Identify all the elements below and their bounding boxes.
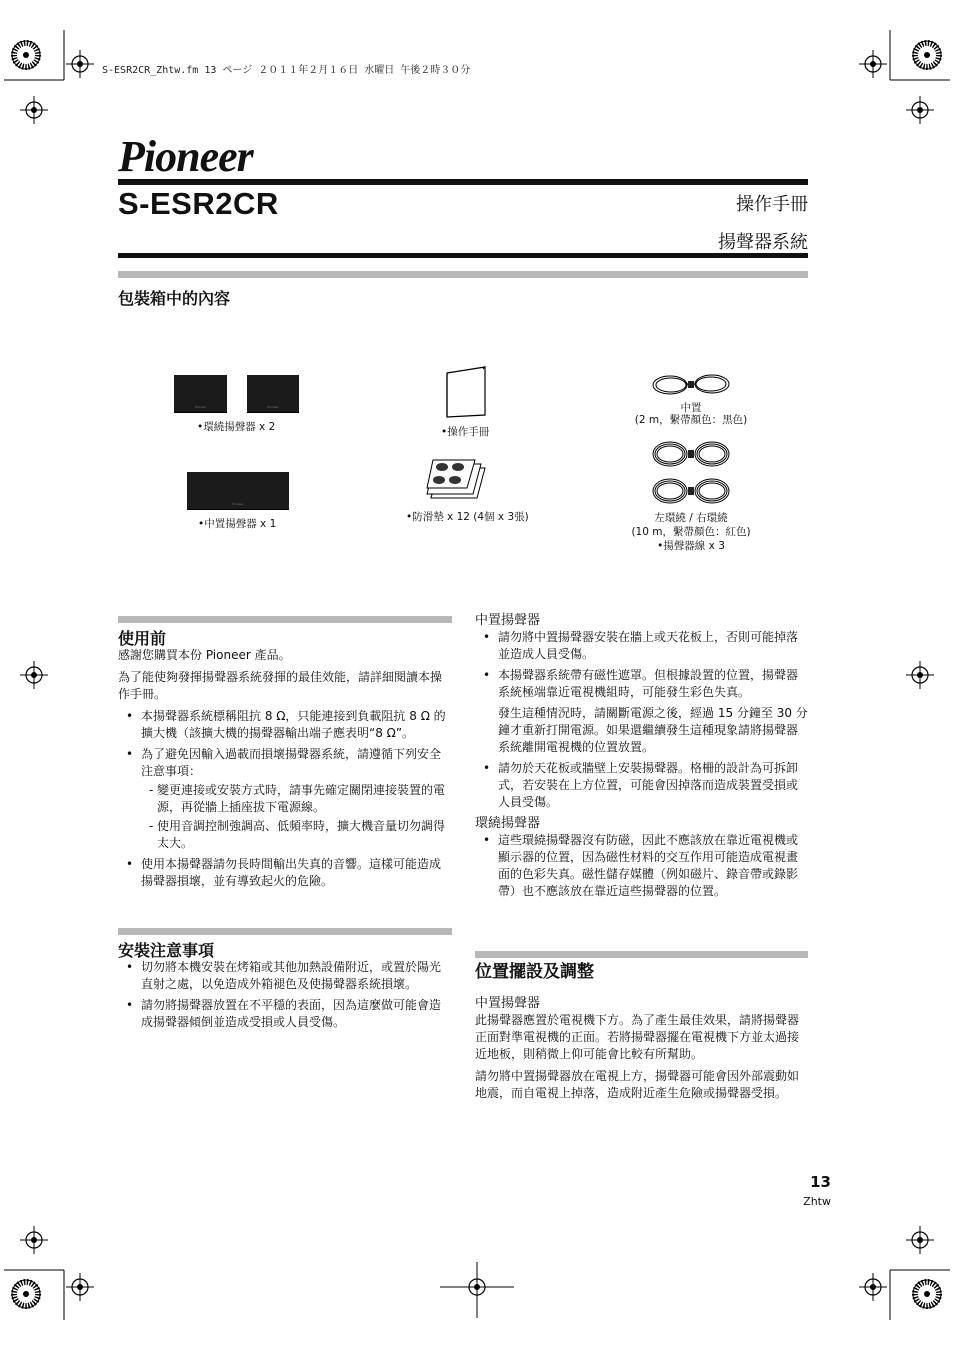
before-use-dash-2: - 使用音調控制強調高、低頻率時，擴大機音量切勿調得太大。 xyxy=(141,818,452,852)
brand-text: Pioneer xyxy=(118,136,253,176)
placement-title: 位置擺設及調整 xyxy=(475,962,594,982)
surround-speaker-right: Pioneer xyxy=(247,375,299,413)
surround-caption: •環繞揚聲器 x 2 xyxy=(197,421,276,433)
install-list xyxy=(118,959,452,1031)
surround-bullet-1: • 這些環繞揚聲器沒有防磁，因此不應該放在靠近電視機或顯示器的位置，因為磁性材料的交互作用可能造成電視畫面的色彩失真。磁性儲存媒體（例如磁片、錄音帶或錄影帶）也不應該放在靠近這些揚聲器的位置。 xyxy=(475,832,808,900)
before-use-bullet-2 xyxy=(118,746,452,852)
contents-title: 包裝箱中的內容 xyxy=(118,289,231,308)
before-use-bullet-2-text: 為了避免因輸入過載而損壞揚聲器系統，請遵循下列安全注意事項： xyxy=(141,747,442,778)
file-header: S-ESR2CR_Zhtw.fm 13 ページ ２０１１年２月１６日 水曜日 午後２時３０分 xyxy=(102,65,471,76)
page-language: Zhtw xyxy=(803,1195,831,1208)
center-bullet-2-para: 發生這種情況時，請關斷電源之後，經過 15 分鐘至 30 分鐘才重新打開電源。如果還繼續發生這種現象請將揚聲器系統離開電視機的位置放置。 xyxy=(498,706,808,754)
center-speaker-list xyxy=(475,629,808,811)
install-bullet-1: • 切勿將本機安裝在烤箱或其他加熱設備附近，或置於陽光直射之處，以免造成外箱褪色及使揚聲器系統損壞。 xyxy=(118,959,452,993)
left-column xyxy=(118,630,452,894)
page-number: 13 xyxy=(810,1173,831,1191)
before-use-p2: 為了能使夠發揮揚聲器系統發揮的最佳效能，請詳細閱讀本操作手冊。 xyxy=(118,670,443,701)
model-name: S-ESR2CR xyxy=(118,186,279,221)
center-speaker-title: 中置揚聲器 xyxy=(475,613,541,628)
surround-speaker-title: 環繞揚聲器 xyxy=(475,816,541,831)
top-rule xyxy=(118,179,808,185)
before-use-dash-1: - 變更連接或安裝方式時，請事先確定關閉連接裝置的電源，再從牆上插座拔下電源線。 xyxy=(141,782,452,816)
surround-cable-icon-2 xyxy=(650,473,732,509)
pioneer-logo xyxy=(118,136,358,176)
placement-p2: 請勿將中置揚聲器放在電視上方，揚聲器可能會因外部震動如地震，而自電視上掉落，造成附近產生危險或揚聲器受損。 xyxy=(475,1069,800,1100)
before-use-p1: 感謝您購買本份 Pioneer 產品。 xyxy=(118,648,291,662)
install-section xyxy=(118,942,452,1035)
right-column xyxy=(475,612,808,904)
install-gray-bar xyxy=(118,928,452,935)
manual-caption: •操作手冊 xyxy=(441,426,490,438)
before-use-sublist xyxy=(141,782,452,852)
before-use-bullet-3: • 使用本揚聲器請勿長時間輸出失真的音響。這樣可能造成揚聲器損壞，並有導致起火的危險。 xyxy=(118,856,452,890)
surround-cable-spec: (10 m，繫帶顏色：紅色) xyxy=(631,526,751,538)
install-bullet-2: • 請勿將揚聲器放置在不平穩的表面，因為這麼做可能會造成揚聲器傾倒並造成受損或人員受傷。 xyxy=(118,997,452,1031)
manual-icon xyxy=(445,365,487,419)
center-bullet-2 xyxy=(475,667,808,756)
center-speaker: Pioneer xyxy=(187,472,289,510)
doc-type: 操作手冊 xyxy=(736,194,808,215)
surround-cable-name: 左環繞 / 右環繞 xyxy=(654,512,728,524)
placement-section xyxy=(475,964,808,1107)
before-use-bullet-1: • 本揚聲器系統標稱阻抗 8 Ω，只能連接到負載阻抗 8 Ω 的擴大機（該擴大機的揚聲器輸出端子應表明“8 Ω”。 xyxy=(118,708,452,742)
surround-cable-icon-1 xyxy=(650,436,732,472)
center-bullet-1: • 請勿將中置揚聲器安裝在牆上或天花板上，否則可能掉落並造成人員受傷。 xyxy=(475,629,808,663)
center-caption: •中置揚聲器 x 1 xyxy=(198,518,277,530)
title-rule xyxy=(118,253,808,258)
before-use-list xyxy=(118,708,452,890)
install-title: 安裝注意事項 xyxy=(118,941,215,960)
placement-subtitle: 中置揚聲器 xyxy=(475,996,541,1011)
cable-count-caption: •揚聲器線 x 3 xyxy=(657,540,725,552)
surround-speaker-list xyxy=(475,832,808,900)
before-use-gray-bar xyxy=(118,616,452,623)
center-cable-icon xyxy=(650,370,732,400)
center-bullet-2-text: 本揚聲器系統帶有磁性遮罩。但根據設置的位置，揚聲器系統極端靠近電視機組時，可能發生彩色失真。 xyxy=(498,668,799,699)
placement-gray-bar xyxy=(475,951,808,958)
doc-subtitle: 揚聲器系統 xyxy=(718,232,808,253)
before-use-title: 使用前 xyxy=(118,629,167,648)
center-cable-spec: (2 m，繫帶顏色：黑色) xyxy=(634,414,748,426)
center-cable-name: 中置 xyxy=(680,402,702,414)
pads-caption: •防滑墊 x 12 (4個 x 3張) xyxy=(406,511,529,523)
contents-gray-bar xyxy=(118,271,808,278)
placement-p1: 此揚聲器應置於電視機下方。為了產生最佳效果，請將揚聲器正面對準電視機的正面。若將揚聲器擺在電視機下方並太過接近地板，則稍微上仰可能會比較有所幫助。 xyxy=(475,1013,800,1061)
surround-speaker-left: Pioneer xyxy=(174,375,227,413)
center-bullet-3: • 請勿於天花板或牆壁上安裝揚聲器。格柵的設計為可拆卸式，若安裝在上方位置，可能會因掉落而造成裝置受損或人員受傷。 xyxy=(475,760,808,811)
pads-icon xyxy=(425,456,487,502)
